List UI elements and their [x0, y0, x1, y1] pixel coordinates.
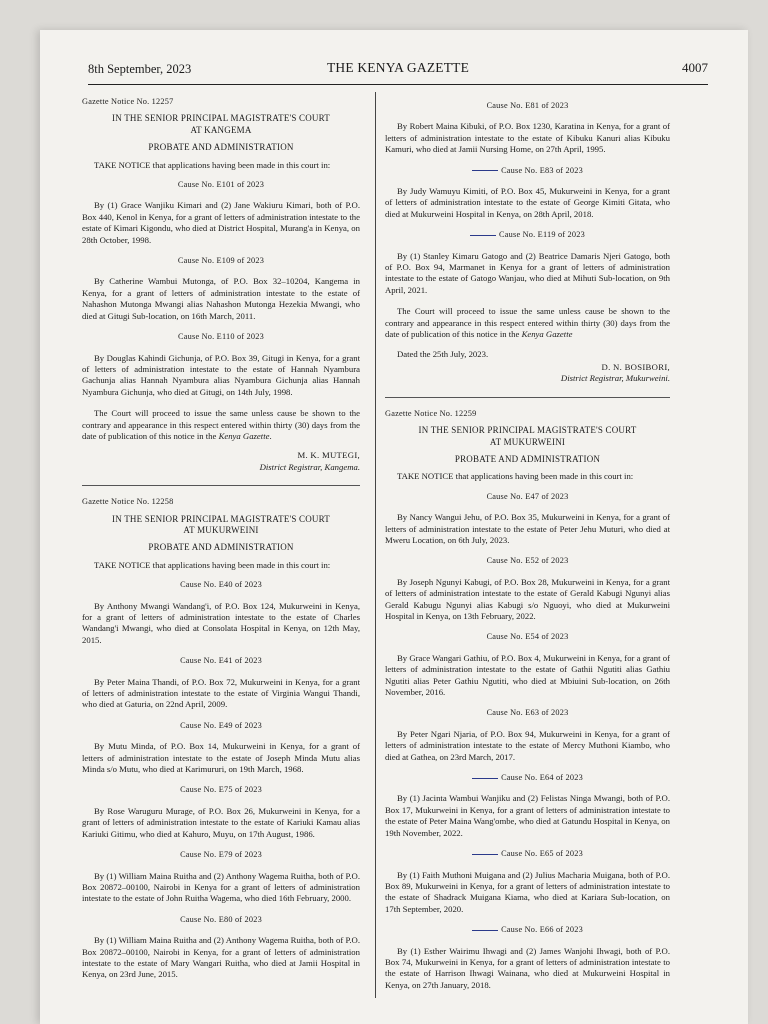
- closing-gazette-name: Kenya Gazette: [521, 329, 573, 340]
- cause-number: Cause No. E109 of 2023: [177, 256, 265, 266]
- pen-underline-mark: [472, 778, 498, 779]
- cause-number: Cause No. E80 of 2023: [180, 914, 262, 924]
- closing-paragraph: [385, 306, 670, 340]
- notice-intro: TAKE NOTICE that applications having been made in this court in:: [94, 559, 331, 570]
- cause-number: Cause No. E65 of 2023: [501, 849, 583, 859]
- dated-line: Dated the 25th July, 2023.: [397, 348, 489, 359]
- notice-number: Gazette Notice No. 12258: [82, 497, 174, 507]
- cause-heading: [82, 720, 360, 731]
- application-paragraph: By Joseph Ngunyi Kabugi, of P.O. Box 28, Mukurweini in Kenya, for a grant of letters of administration intestate to the estate of Gerald Kabugi Ngunyi alias Gerald Kabugu Ngunyi alias Kabugi s/o Nguoyi, who died at Mukurweini Hospital in Kenya, on 13th February, 2022.: [385, 576, 670, 621]
- cause-number: Cause No. E40 of 2023: [180, 580, 262, 590]
- cause-number: Cause No. E49 of 2023: [180, 720, 262, 730]
- cause-number: Cause No. E47 of 2023: [486, 491, 569, 501]
- page-header: [88, 60, 708, 82]
- pen-underline-mark: [472, 170, 498, 171]
- signatory-name: D. N. BOSIBORI,: [601, 361, 670, 372]
- application-paragraph: By (1) Grace Wanjiku Kimari and (2) Jane Wakiuru Kimari, both of P.O. Box 440, Kenol in Kenya, for a grant of letters of administration intestate to the estate of Kimari Kigondu, who died at District Hospital, Murang'a in Kenya, on 28th October, 1998.: [82, 200, 360, 245]
- notice-intro: TAKE NOTICE that applications having been made in this court in:: [94, 159, 331, 170]
- cause-heading: [385, 848, 670, 859]
- issue-date: 8th September, 2023: [88, 62, 192, 76]
- right-column: [385, 92, 670, 1000]
- notice-number: Gazette Notice No. 12257: [82, 97, 174, 106]
- cause-number: Cause No. E119 of 2023: [499, 230, 585, 240]
- notice-separator: [385, 397, 670, 398]
- column-divider: [375, 92, 376, 998]
- pen-underline-mark: [470, 235, 496, 236]
- court-name: [82, 113, 360, 136]
- application-paragraph: By (1) Esther Wairimu Ihwagi and (2) James Wanjohi Ihwagi, both of P.O. Box 74, Mukurweini in Kenya, for a grant of letters of administration intestate to the estate of Harrison Ihwagi Wainana, who died at Mukurweini Hospital in Kenya, on 27th January, 2018.: [385, 945, 670, 990]
- application-paragraph: By (1) William Maina Ruitha and (2) Anthony Wagema Ruitha, both of P.O. Box 20872–00100, Nairobi in Kenya, for a grant of letters of administration intestate to the estate of Mary Wangari Ruitha, who died at Jamii Hospital in Kenya, on 23rd June, 2015.: [82, 935, 360, 980]
- cause-heading: [82, 255, 360, 266]
- cause-number: Cause No. E64 of 2023: [501, 773, 583, 783]
- application-paragraph: By Douglas Kahindi Gichunja, of P.O. Box 39, Gitugi in Kenya, for a grant of letters of administration intestate to the estate of Hannah Nyambura Gachunja alias Hannah Nyambura alias Nyambura Gichunja alias Hannah Nyambura Gichunja, who died at Gitugi, on 14th July, 1998.: [82, 352, 360, 397]
- cause-number: Cause No. E41 of 2023: [180, 656, 262, 666]
- gazette-title: THE KENYA GAZETTE: [326, 60, 470, 75]
- cause-number: Cause No. E52 of 2023: [486, 556, 569, 566]
- notice-subject: PROBATE AND ADMINISTRATION: [148, 542, 294, 553]
- pen-underline-mark: [472, 930, 498, 931]
- court-line: IN THE SENIOR PRINCIPAL MAGISTRATE'S COURT: [112, 113, 330, 124]
- closing-end: .: [269, 430, 272, 441]
- court-name: [385, 425, 670, 448]
- notice-subject: PROBATE AND ADMINISTRATION: [148, 142, 294, 153]
- cause-heading: [82, 331, 360, 342]
- application-paragraph: By Peter Maina Thandi, of P.O. Box 72, Mukurweini in Kenya, for a grant of letters of administration intestate to the estate of Virginia Wangui Thandi, who died at Gaturia, on 22nd April, 2009.: [82, 676, 360, 710]
- application-paragraph: By Judy Wamuyu Kimiti, of P.O. Box 45, Mukurweini in Kenya, for a grant of letters of administration intestate to the estate of George Kimiti Gitata, who died at Mukurweini Hospital in Kenya, on 28th April, 2018.: [385, 186, 670, 219]
- court-location: AT MUKURWEINI: [183, 524, 259, 535]
- court-line: IN THE SENIOR PRINCIPAL MAGISTRATE'S COURT: [418, 425, 637, 436]
- cause-number: Cause No. E54 of 2023: [486, 632, 569, 642]
- application-paragraph: By Catherine Wambui Mutonga, of P.O. Box 32–10204, Kangema in Kenya, for a grant of letters of administration intestate to the estate of Nahashon Mutonga Mwangi alias Nahashon Mutonga Hezekia Mwangi, who died at Gitugi Sub-location, on 16th March, 2011.: [82, 276, 360, 321]
- pen-underline-mark: [472, 854, 498, 855]
- court-location: AT KANGEMA: [190, 124, 252, 135]
- cause-list: [82, 579, 360, 981]
- court-line: IN THE SENIOR PRINCIPAL MAGISTRATE'S COURT: [112, 513, 330, 524]
- signatory-title: District Registrar, Mukurweini.: [560, 373, 670, 384]
- cause-heading: [385, 165, 670, 176]
- cause-heading: [82, 579, 360, 590]
- cause-list: [385, 491, 670, 991]
- cause-heading: [82, 914, 360, 925]
- application-paragraph: By (1) Jacinta Wambui Wanjiku and (2) Felistas Ninga Mwangi, both of P.O. Box 17, Mukurweini in Kenya, for a grant of letters of administration intestate to the estate of Peter Maina Wang'ombe, who died at Gatundu Hospital in Kenya, on 19th November, 2022.: [385, 793, 670, 838]
- closing-text: The Court will proceed to issue the same unless cause be shown to the contrary and appearance in this respect entered within thirty (30) days from the date of publication of this notice in the: [385, 306, 670, 340]
- cause-heading: [385, 631, 670, 642]
- cause-number: Cause No. E81 of 2023: [486, 101, 569, 110]
- cause-number: Cause No. E110 of 2023: [178, 332, 264, 342]
- cause-heading: [385, 707, 670, 718]
- gazette-page: [40, 30, 748, 1024]
- cause-heading: [82, 849, 360, 860]
- application-paragraph: By (1) Faith Muthoni Muigana and (2) Julius Macharia Muigana, both of P.O. Box 89, Mukurweini in Kenya, for a grant of letters of administration intestate to the estate of Shadrack Muigana Kiama, who died at Kariara Sub-location, on 17th September, 2020.: [385, 869, 670, 914]
- cause-number: Cause No. E83 of 2023: [501, 165, 583, 175]
- cause-list: [82, 179, 360, 398]
- cause-number: Cause No. E63 of 2023: [486, 708, 569, 718]
- cause-heading: [82, 655, 360, 666]
- application-paragraph: By Anthony Mwangi Wandang'i, of P.O. Box 124, Mukurweini in Kenya, for a grant of letters of administration intestate to the estate of Charles Wandang'i Mwangi, who died at Consolata Hospital in Kenya, on 12th May, 2015.: [82, 600, 360, 645]
- gazette-notice-12258: [82, 496, 360, 981]
- closing-gazette-name: Kenya Gazette: [218, 430, 270, 441]
- cause-heading: [385, 555, 670, 566]
- signatory-name: M. K. MUTEGI,: [297, 450, 360, 461]
- application-paragraph: By (1) William Maina Ruitha and (2) Anthony Wagema Ruitha, both of P.O. Box 20872–00100, Nairobi in Kenya for a grant of letters of administration intestate to the estate of John Ruitha Wagema, who died 16th February, 2000.: [82, 870, 360, 904]
- cause-list-continued: [385, 100, 670, 296]
- application-paragraph: By Robert Maina Kibuki, of P.O. Box 1230, Karatina in Kenya, for a grant of letters of administration intestate to the estate of Kibuku Kanuri alias Kibuku Kamuri, who died at Jamii Nursing Home, on 27th April, 1995.: [385, 121, 670, 155]
- cause-heading: [82, 784, 360, 795]
- cause-number: Cause No. E79 of 2023: [180, 850, 262, 860]
- notice-intro: TAKE NOTICE that applications having been made in this court in:: [397, 471, 634, 482]
- court-name: [82, 514, 360, 537]
- notice-subject: PROBATE AND ADMINISTRATION: [454, 453, 601, 464]
- application-paragraph: By Nancy Wangui Jehu, of P.O. Box 35, Mukurweini in Kenya, for a grant of letters of administration intestate to the estate of Peter Jehu Muturi, who died at Mweru Location, on 6th July, 2023.: [385, 512, 670, 545]
- application-paragraph: By Peter Ngari Njaria, of P.O. Box 94, Mukurweini in Kenya, for a grant of letters of administration intestate to the estate of Mercy Muthoni Kiambo, who died at Gathea, on 23rd March, 2017.: [385, 728, 670, 762]
- signatory-title: District Registrar, Kangema.: [259, 461, 360, 472]
- cause-heading: [82, 179, 360, 190]
- cause-heading: [385, 924, 670, 935]
- court-location: AT MUKURWEINI: [489, 436, 566, 447]
- cause-heading: [385, 229, 670, 240]
- application-paragraph: By Rose Waruguru Murage, of P.O. Box 26, Mukurweini in Kenya, for a grant of letters of administration intestate to the estate of Kariuki Kamau alias Kariuki Gitimu, who died at Kahuro, Muyu, on 17th August, 1986.: [82, 805, 360, 839]
- application-paragraph: By Grace Wangari Gathiu, of P.O. Box 4, Mukurweini in Kenya, for a grant of letters of administration intestate to the estate of Gathii Ngutiti alias Gathiu Ngutiti alias Peter Gathiu Ngutiti, who died at Mbiuini Sub-location, on 26th November, 2016.: [385, 652, 670, 698]
- notice-number: Gazette Notice No. 12259: [385, 408, 477, 418]
- application-paragraph: By (1) Stanley Kimaru Gatogo and (2) Beatrice Damaris Njeri Gatogo, both of P.O. Box 94, Marmanet in Kenya for a grant of letters of administration intestate to the estate of Gatogo Wanjau, who died at Mihuti Sub-location, on 9th April, 2021.: [385, 250, 670, 295]
- header-rule: [88, 84, 708, 85]
- gazette-notice-12259: [385, 408, 670, 991]
- left-column: [82, 92, 360, 990]
- closing-paragraph: [82, 408, 360, 442]
- cause-number: Cause No. E75 of 2023: [180, 785, 262, 795]
- cause-number: Cause No. E66 of 2023: [501, 925, 583, 935]
- application-paragraph: By Mutu Minda, of P.O. Box 14, Mukurweini in Kenya, for a grant of letters of administration intestate to the estate of Joseph Minda Mutu alias Minda s/o Mutu, who died at Karimururi, on 19th March, 1968.: [82, 741, 360, 775]
- page-number: 4007: [682, 60, 708, 75]
- cause-heading: [385, 772, 670, 783]
- gazette-notice-12257: [82, 96, 360, 473]
- cause-number: Cause No. E101 of 2023: [177, 180, 265, 190]
- notice-separator: [82, 485, 360, 486]
- closing-text: The Court will proceed to issue the same unless cause be shown to the contrary and appearance in this respect entered within thirty (30) days from the date of publication of this notice in the: [82, 408, 360, 441]
- cause-heading: [385, 100, 670, 111]
- cause-heading: [385, 491, 670, 502]
